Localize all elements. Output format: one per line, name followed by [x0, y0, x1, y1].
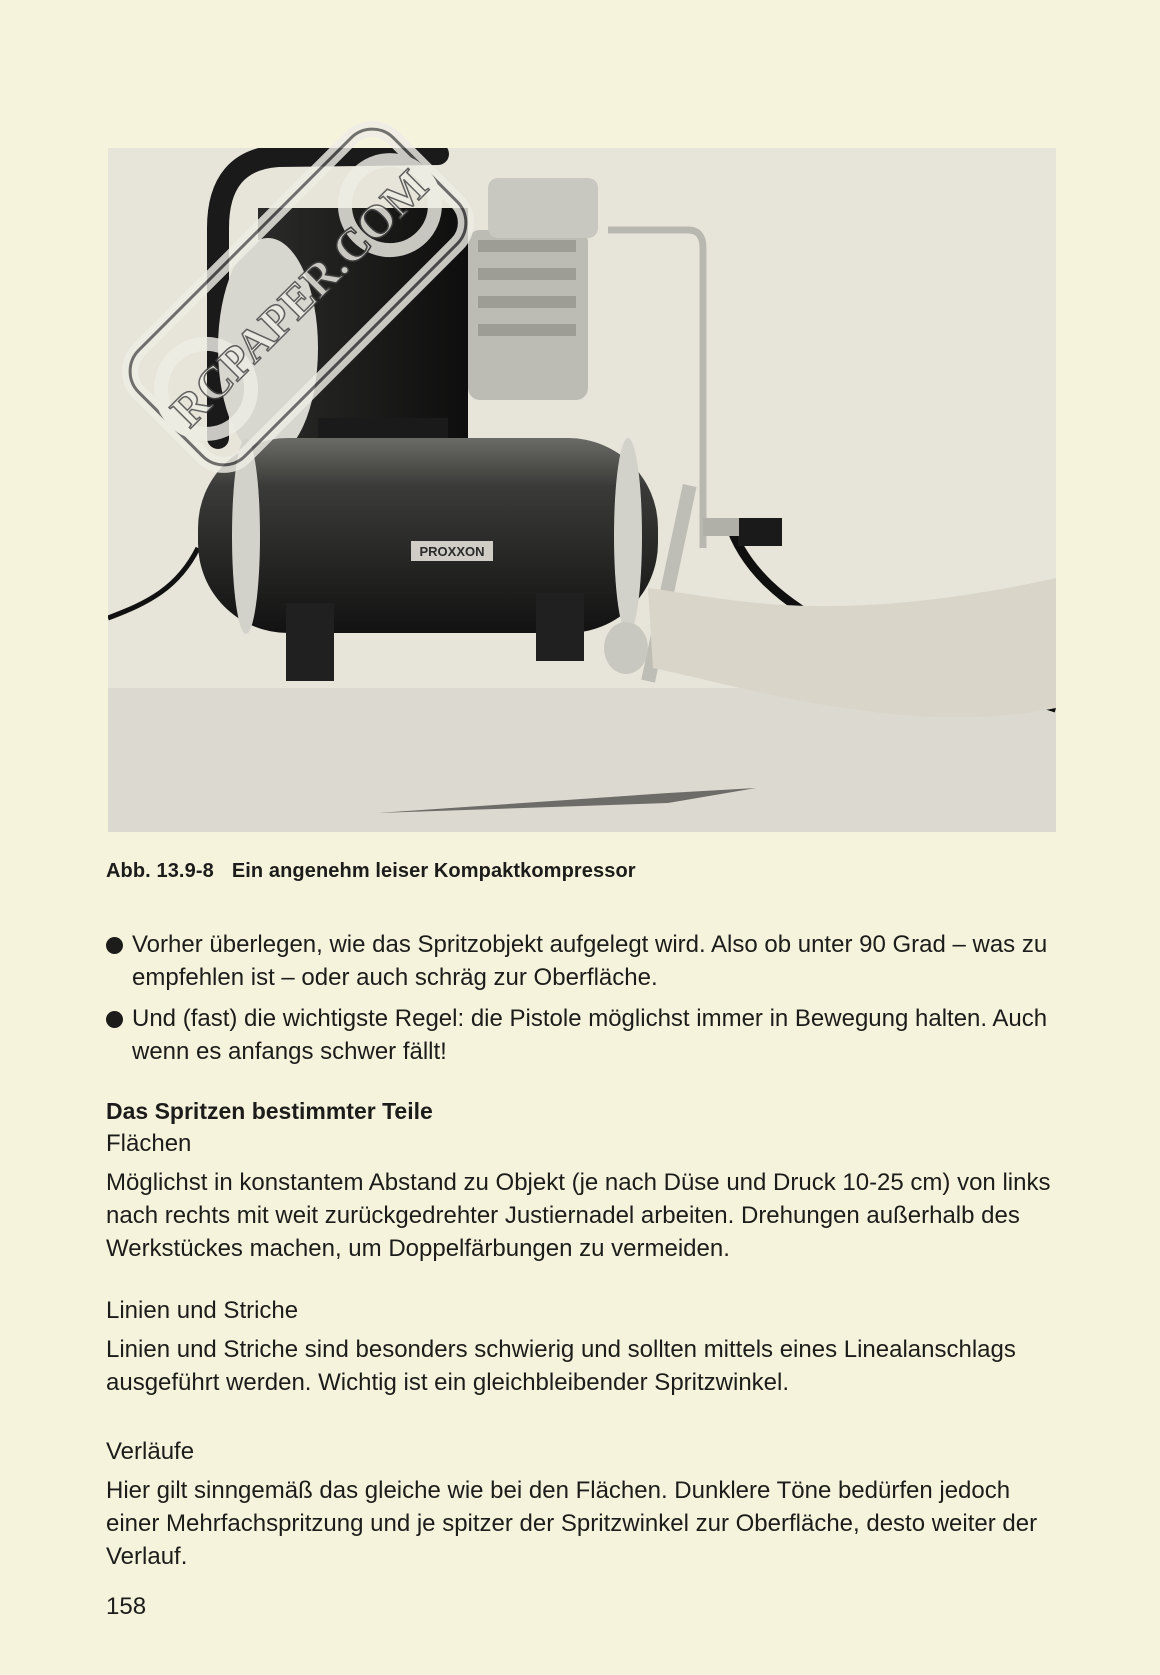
subheading-flaechen: Flächen: [106, 1130, 192, 1157]
paragraph-flaechen: Möglichst in konstantem Abstand zu Objekt (je nach Düse und Druck 10-25 cm) von links nach rechts mit weit zurückgedrehter Justiernadel arbeiten. Drehungen außerhalb des Werkstückes machen, um Doppelfärbungen zu vermeiden.: [106, 1169, 1051, 1262]
watermark-text: RCPAPER.COM: [160, 159, 438, 437]
section-title: Das Spritzen bestimmter Teile: [106, 1098, 433, 1124]
paragraph-linien: Linien und Striche sind besonders schwierig und sollten mittels eines Linealanschlags ausgeführt werden. Wichtig ist ein gleichbleibender Spritzwinkel.: [106, 1336, 1016, 1396]
list-item: [106, 1002, 1056, 1068]
watermark-stamp: [78, 82, 518, 512]
bullet-list: [106, 928, 1056, 1076]
list-item-text: Und (fast) die wichtigste Regel: die Pistole möglichst immer in Bewegung halten. Auch wenn es anfangs schwer fällt!: [132, 1005, 1048, 1065]
bullet-dot-icon: [106, 937, 123, 954]
list-item-text: Vorher überlegen, wie das Spritzobjekt aufgelegt wird. Also ob unter 90 Grad – was zu empfehlen ist – oder auch schräg zur Oberfläche.: [132, 931, 1048, 991]
bullet-dot-icon: [106, 1011, 123, 1028]
list-item: [106, 928, 1056, 994]
figure-number: Abb. 13.9-8: [106, 860, 214, 882]
subheading-linien: Linien und Striche: [106, 1297, 299, 1324]
subheading-verlaeufe: Verläufe: [106, 1438, 195, 1465]
figure-caption: [106, 860, 636, 883]
page-number: 158: [106, 1593, 147, 1620]
brand-badge: PROXXON: [419, 544, 485, 559]
figure-caption-text: Ein angenehm leiser Kompaktkompressor: [231, 860, 636, 882]
paragraph-verlaeufe: Hier gilt sinngemäß das gleiche wie bei den Flächen. Dunklere Töne bedürfen jedoch einer Mehrfachspritzung und je spitzer der Spritzwinkel zur Oberfläche, desto weiter der Verlauf.: [106, 1477, 1038, 1570]
